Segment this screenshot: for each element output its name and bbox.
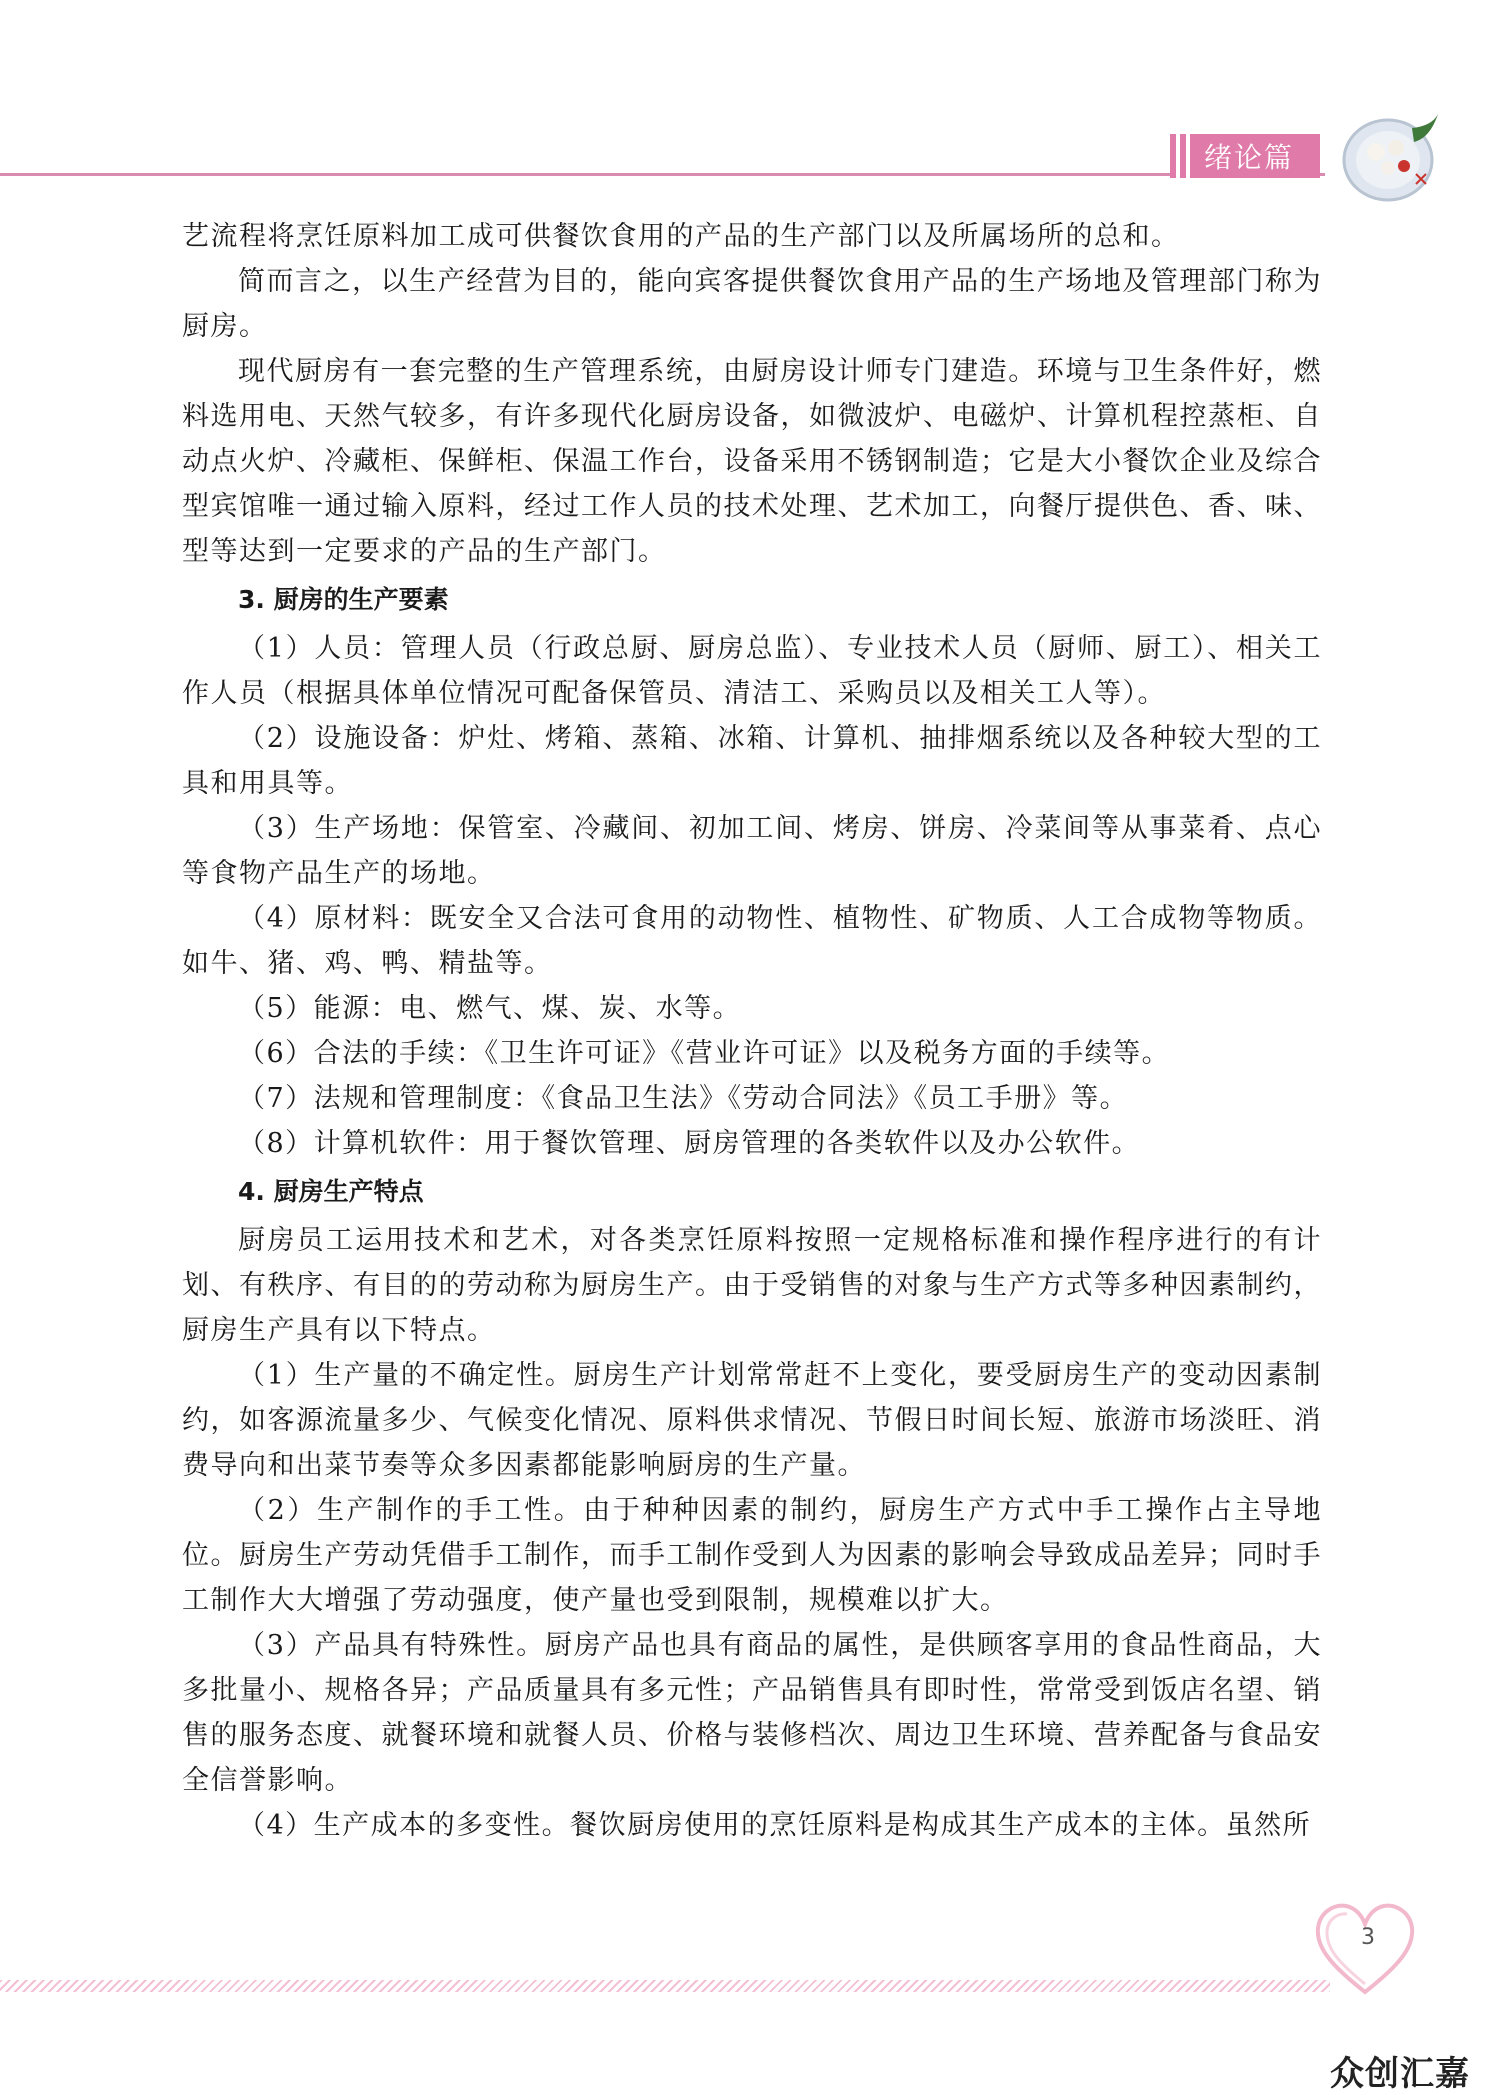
list-item: （2）生产制作的手工性。由于种种因素的制约，厨房生产方式中手工操作占主导地位。厨房生产劳动凭借手工制作，而手工制作受到人为因素的影响会导致成品差异；同时手工制作大大增强了劳动强度，使产量也受到限制，规模难以扩大。	[182, 1495, 1322, 1616]
paragraph-continuation: 艺流程将烹饪原料加工成可供餐饮食用的产品的生产部门以及所属场所的总和。	[182, 221, 1180, 252]
page-number: 3	[1361, 1925, 1375, 1950]
list-item: （3）生产场地：保管室、冷藏间、初加工间、烤房、饼房、冷菜间等从事菜肴、点心等食物产品生产的场地。	[182, 813, 1322, 889]
watermark-text: 众创汇嘉	[1330, 2054, 1470, 2094]
paragraph-definition: 简而言之，以生产经营为目的，能向宾客提供餐饮食用产品的生产场地及管理部门称为厨房。	[182, 266, 1322, 342]
list-item: （1）人员：管理人员（行政总厨、厨房总监）、专业技术人员（厨师、厨工）、相关工作人员（根据具体单位情况可配备保管员、清洁工、采购员以及相关工人等）。	[182, 633, 1322, 709]
plate-icon	[1340, 108, 1444, 204]
section-tab	[1170, 134, 1320, 178]
section-heading-3: 3. 厨房的生产要素	[238, 585, 449, 614]
list-item: （4）原材料：既安全又合法可食用的动物性、植物性、矿物质、人工合成物等物质。如牛、猪、鸡、鸭、精盐等。	[182, 903, 1322, 979]
header-rule	[0, 173, 1325, 176]
list-item: （1）生产量的不确定性。厨房生产计划常常赶不上变化，要受厨房生产的变动因素制约，如客源流量多少、气候变化情况、原料供求情况、节假日时间长短、旅游市场淡旺、消费导向和出菜节奏等众多因素都能影响厨房的生产量。	[182, 1360, 1322, 1481]
paragraph-modern-kitchen: 现代厨房有一套完整的生产管理系统，由厨房设计师专门建造。环境与卫生条件好，燃料选用电、天然气较多，有许多现代化厨房设备，如微波炉、电磁炉、计算机程控蒸柜、自动点火炉、冷藏柜、保鲜柜、保温工作台，设备采用不锈钢制造；它是大小餐饮企业及综合型宾馆唯一通过输入原料，经过工作人员的技术处理、艺术加工，向餐厅提供色、香、味、型等达到一定要求的产品的生产部门。	[182, 356, 1322, 567]
list-item: （3）产品具有特殊性。厨房产品也具有商品的属性，是供顾客享用的食品性商品，大多批量小、规格各异；产品质量具有多元性；产品销售具有即时性，常常受到饭店名望、销售的服务态度、就餐环境和就餐人员、价格与装修档次、周边卫生环境、营养配备与食品安全信誉影响。	[182, 1630, 1322, 1796]
section-label: 绪论篇	[1204, 141, 1295, 174]
tab-stripes	[1176, 134, 1196, 178]
footer-stripe	[0, 1980, 1330, 1992]
list-item: （2）设施设备：炉灶、烤箱、蒸箱、冰箱、计算机、抽排烟系统以及各种较大型的工具和用具等。	[182, 723, 1322, 799]
section-heading-4: 4. 厨房生产特点	[238, 1177, 424, 1206]
list-item: （7）法规和管理制度：《食品卫生法》《劳动合同法》《员工手册》等。	[238, 1083, 1129, 1114]
list-item: （6）合法的手续：《卫生许可证》《营业许可证》以及税务方面的手续等。	[238, 1038, 1171, 1069]
list-item: （4）生产成本的多变性。餐饮厨房使用的烹饪原料是构成其生产成本的主体。虽然所	[238, 1810, 1312, 1841]
page-content	[182, 214, 1322, 1848]
list-item: （5）能源：电、燃气、煤、炭、水等。	[238, 993, 742, 1024]
list-item: （8）计算机软件：用于餐饮管理、厨房管理的各类软件以及办公软件。	[238, 1128, 1141, 1159]
paragraph-intro: 厨房员工运用技术和艺术，对各类烹饪原料按照一定规格标准和操作程序进行的有计划、有秩序、有目的的劳动称为厨房生产。由于受销售的对象与生产方式等多种因素制约，厨房生产具有以下特点。	[182, 1225, 1322, 1346]
heart-icon	[1312, 1900, 1418, 2000]
